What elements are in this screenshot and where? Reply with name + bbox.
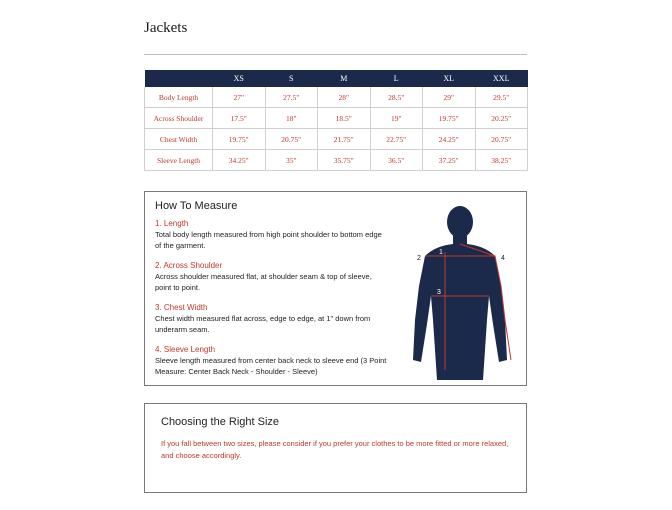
table-cell: 28.5" [370,87,423,108]
table-cell: 35" [265,150,318,171]
table-cell: 20.25" [475,108,528,129]
title-divider [144,54,527,55]
body-silhouette-figure [403,200,515,382]
measure-step-length [155,218,387,251]
figure-label-3: 3 [437,289,441,296]
size-chart-table [144,70,528,171]
table-cell: 37.25" [423,150,476,171]
step-title: 4. Sleeve Length [155,345,216,354]
step-title: 2. Across Shoulder [155,261,223,270]
table-cell: 20.75" [265,129,318,150]
table-cell: 36.5" [370,150,423,171]
header-cell-l: L [370,70,423,87]
step-text: Sleeve length measured from center back neck to sleeve end (3 Point Measure: Center Back Neck - Shoulder - Sleeve) [155,356,387,376]
table-row [145,108,528,129]
table-cell: 28" [318,87,371,108]
figure-label-4: 4 [501,255,505,262]
table-cell: 35.75" [318,150,371,171]
table-cell: 24.25" [423,129,476,150]
row-label: Chest Width [145,129,213,150]
table-cell: 27.5" [265,87,318,108]
table-cell: 19.75" [213,129,266,150]
how-to-measure-title: How To Measure [155,200,238,212]
table-cell: 27" [213,87,266,108]
choosing-size-title: Choosing the Right Size [161,416,280,428]
step-title: 1. Length [155,219,189,228]
page-title: Jackets [144,20,188,36]
step-text: Chest width measured flat across, edge to edge, at 1" down from underarm seam. [155,314,371,334]
header-cell-xs: XS [213,70,266,87]
table-cell: 22.75" [370,129,423,150]
table-cell: 17.5" [213,108,266,129]
table-cell: 18.5" [318,108,371,129]
choosing-size-text: If you fall between two sizes, please consider if you prefer your clothes to be more fitted or more relaxed, and choose accordingly. [161,439,509,460]
size-header-row [145,70,528,87]
step-text: Total body length measured from high point shoulder to bottom edge of the garment. [155,230,382,250]
table-cell: 21.75" [318,129,371,150]
table-cell: 29.5" [475,87,528,108]
step-title: 3. Chest Width [155,303,208,312]
header-cell-xl: XL [423,70,476,87]
step-text: Across shoulder measured flat, at shoulder seam & top of sleeve, point to point. [155,272,372,292]
choosing-size-box [144,403,527,493]
table-cell: 18" [265,108,318,129]
measure-step-sleeve [155,344,387,377]
row-label: Body Length [145,87,213,108]
table-cell: 19.75" [423,108,476,129]
how-to-measure-box [144,191,527,386]
table-cell: 38.25" [475,150,528,171]
figure-label-1: 1 [439,249,443,256]
table-row [145,150,528,171]
table-cell: 20.75" [475,129,528,150]
table-cell: 29" [423,87,476,108]
table-cell: 19" [370,108,423,129]
measure-step-chest [155,302,387,335]
header-cell-s: S [265,70,318,87]
table-cell: 34.25" [213,150,266,171]
figure-label-2: 2 [417,255,421,262]
table-row [145,87,528,108]
table-row [145,129,528,150]
header-cell-m: M [318,70,371,87]
row-label: Sleeve Length [145,150,213,171]
measure-step-shoulder [155,260,387,293]
row-label: Across Shoulder [145,108,213,129]
header-cell-xxl: XXL [475,70,528,87]
header-cell-empty [145,70,213,87]
